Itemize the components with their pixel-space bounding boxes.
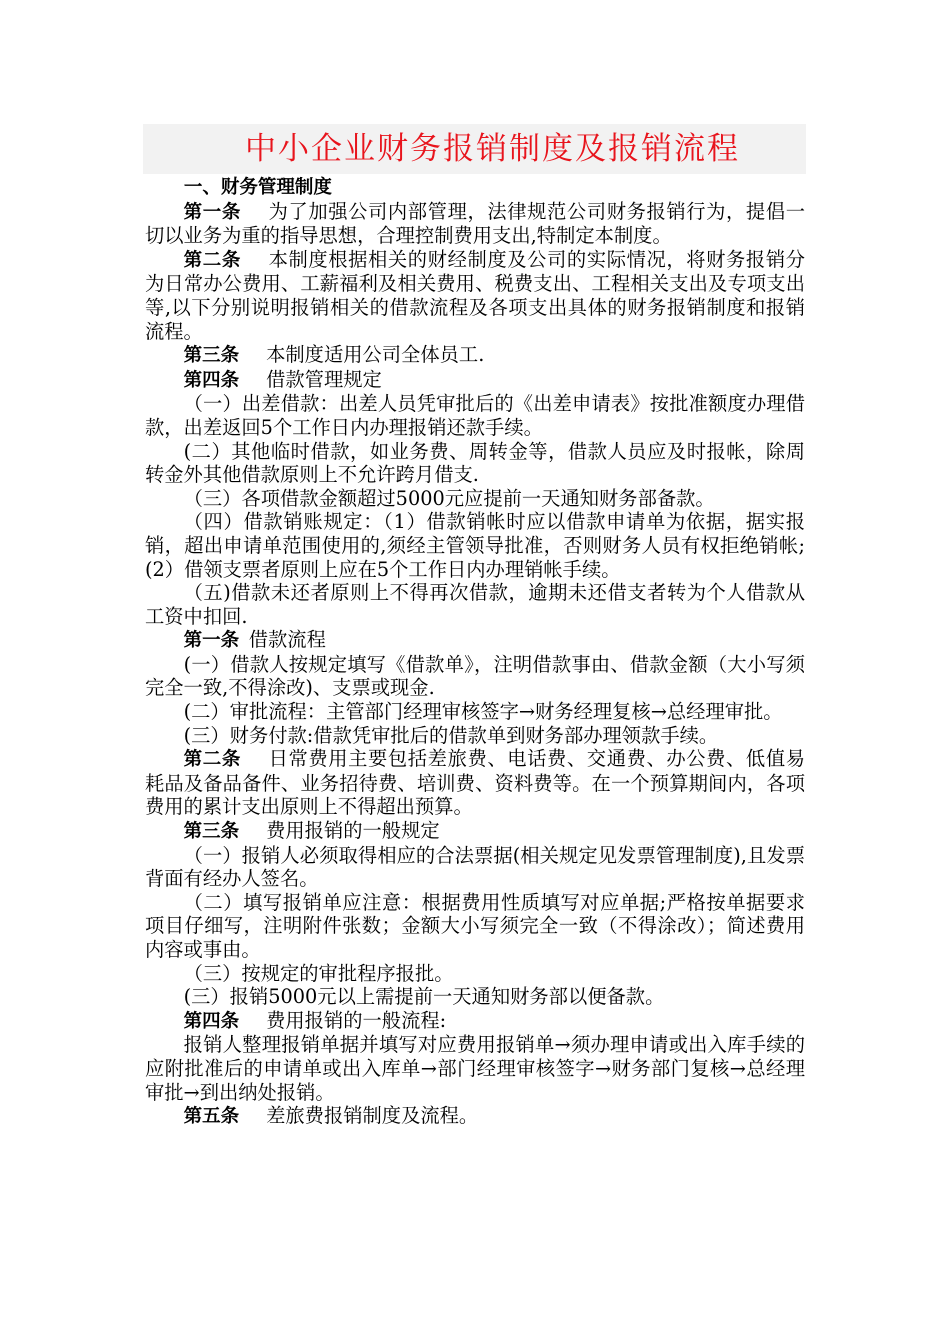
- paragraph: [145, 819, 805, 844]
- paragraph: [145, 440, 805, 487]
- paragraph-text: 费用报销的一般流程:: [266, 1008, 447, 1032]
- paragraph-text: （三）按规定的审批程序报批。: [183, 961, 454, 985]
- paragraph-text: 本制度适用公司全体员工.: [266, 343, 485, 367]
- paragraph: [145, 368, 805, 393]
- paragraph-text: （四）借款销账规定：（1）借款销帐时应以借款申请单为依据，据实报销，超出申请单范围使用的,须经主管领导批准，否则财务人员有权拒绝销帐;(2）借领支票者原则上应在5个工作日内办理销帐手续。: [145, 510, 805, 581]
- paragraph-text: (三）报销5000元以上需提前一天通知财务部以便备款。: [183, 985, 665, 1009]
- paragraph-text: 报销人整理报销单据并填写对应费用报销单→须办理申请或出入库手续的应附批准后的申请单或出入库单→部门经理审核签字→财务部门复核→总经理审批→到出纳处报销。: [145, 1033, 805, 1104]
- paragraph: [145, 487, 805, 511]
- paragraph: [145, 747, 805, 819]
- article-number: 第三条: [183, 345, 240, 367]
- paragraph-text: 日常费用主要包括差旅费、电话费、交通费、办公费、低值易耗品及备品备件、业务招待费、培训费、资料费等。在一个预算期间内，各项费用的累计支出原则上不得超出预算。: [145, 747, 805, 819]
- paragraph: [145, 724, 805, 748]
- paragraph: [145, 510, 805, 581]
- paragraph: [145, 248, 805, 343]
- article-number: 第五条: [183, 1106, 240, 1128]
- paragraph-text: (一）借款人按规定填写《借款单》，注明借款事由、借款金额（大小写须完全一致,不得涂改)、支票或现金.: [145, 652, 805, 700]
- article-number: 第一条: [183, 630, 240, 652]
- paragraph: [145, 891, 805, 962]
- paragraph-text: 费用报销的一般规定: [266, 819, 440, 843]
- paragraph-text: (二）审批流程：主管部门经理审核签字→财务经理复核→总经理审批。: [183, 700, 783, 724]
- paragraph: [145, 628, 805, 653]
- paragraph: [145, 700, 805, 724]
- paragraph: [145, 844, 805, 891]
- paragraph-text: 为了加强公司内部管理，法律规范公司财务报销行为，提倡一切以业务为重的指导思想，合理控制费用支出,特制定本制度。: [145, 199, 805, 248]
- paragraph: [145, 653, 805, 700]
- paragraph: [145, 581, 805, 628]
- article-number: 第三条: [183, 821, 240, 843]
- paragraph-text: 本制度根据相关的财经制度及公司的实际情况，将财务报销分为日常办公费用、工薪福利及相关费用、税费支出、工程相关支出及专项支出等,以下分别说明报销相关的借款流程及各项支出具体的财务报销制度和报销流程。: [145, 247, 805, 343]
- article-number: 第二条: [183, 749, 241, 771]
- paragraph: [145, 962, 805, 986]
- paragraph-text: (二）其他临时借款，如业务费、周转金等，借款人员应及时报帐，除周转金外其他借款原则上不允许跨月借支.: [145, 439, 805, 487]
- paragraph: [145, 392, 805, 439]
- article-number: 第四条: [183, 1010, 240, 1032]
- paragraph-text: 差旅费报销制度及流程。: [266, 1104, 479, 1128]
- document-body: [145, 176, 805, 1129]
- paragraph: [145, 1033, 805, 1104]
- paragraph: [145, 985, 805, 1009]
- paragraph-text: 借款流程: [248, 628, 326, 652]
- article-number: 第一条: [183, 201, 241, 223]
- paragraph-text: （三）各项借款金额超过5000元应提前一天通知财务部备款。: [183, 486, 715, 510]
- paragraph: [145, 1104, 805, 1129]
- article-number: 第四条: [183, 369, 240, 391]
- paragraph: [145, 343, 805, 368]
- paragraph: [145, 1009, 805, 1034]
- section-heading-text: 一、财务管理制度: [183, 177, 332, 198]
- document-title: 中小企业财务报销制度及报销流程: [245, 131, 740, 167]
- paragraph-text: （五)借款未还者原则上不得再次借款，逾期未还借支者转为个人借款从工资中扣回.: [145, 581, 805, 628]
- paragraph-text: （一）报销人必须取得相应的合法票据(相关规定见发票管理制度),且发票背面有经办人签名。: [145, 843, 805, 891]
- paragraph-text: （二）填写报销单应注意：根据费用性质填写对应单据;严格按单据要求项目仔细写，注明附件张数；金额大小写须完全一致（不得涂改）；简述费用内容或事由。: [145, 890, 805, 961]
- article-number: 第二条: [183, 249, 241, 271]
- paragraph-text: （一）出差借款：出差人员凭审批后的《出差申请表》按批准额度办理借款，出差返回5个工作日内办理报销还款手续。: [145, 392, 805, 439]
- section-heading: [145, 176, 805, 200]
- paragraph-text: (三）财务付款:借款凭审批后的借款单到财务部办理领款手续。: [183, 723, 719, 747]
- paragraph-text: 借款管理规定: [266, 367, 382, 391]
- paragraph: [145, 200, 805, 248]
